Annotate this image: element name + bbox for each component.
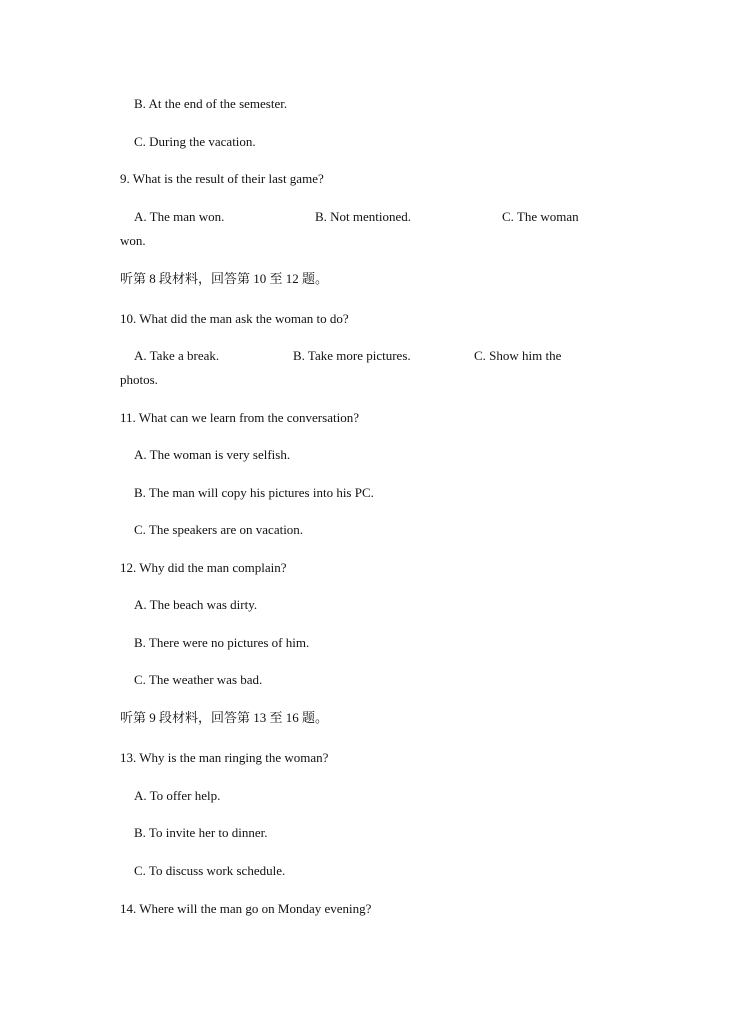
q11-option-b: B. The man will copy his pictures into his PC. [134, 485, 374, 500]
section-heading-8: 听第 8 段材料，回答第 10 至 12 题。 [120, 271, 329, 286]
q12-question: 12. Why did the man complain? [120, 560, 287, 575]
q10-question: 10. What did the man ask the woman to do? [120, 311, 349, 326]
q13-option-c: C. To discuss work schedule. [134, 863, 286, 878]
q14-question: 14. Where will the man go on Monday evening? [120, 901, 372, 916]
q12-option-a: A. The beach was dirty. [134, 597, 258, 612]
q12-option-b: B. There were no pictures of him. [134, 635, 310, 650]
q10-option-c: C. Show him the [474, 348, 562, 363]
q8-option-b: B. At the end of the semester. [134, 96, 288, 111]
q9-question: 9. What is the result of their last game? [120, 171, 324, 186]
q10-option-b: B. Take more pictures. [293, 348, 411, 363]
q8-option-c: C. During the vacation. [134, 134, 256, 149]
q13-option-b: B. To invite her to dinner. [134, 825, 268, 840]
section-heading-9: 听第 9 段材料，回答第 13 至 16 题。 [120, 710, 329, 725]
q11-question: 11. What can we learn from the conversation? [120, 410, 359, 425]
q10-option-c-wrap: photos. [120, 372, 158, 387]
q11-option-a: A. The woman is very selfish. [134, 447, 291, 462]
q9-option-c: C. The woman [502, 209, 579, 224]
q10-option-a: A. Take a break. [134, 348, 220, 363]
q11-option-c: C. The speakers are on vacation. [134, 522, 304, 537]
q13-question: 13. Why is the man ringing the woman? [120, 750, 329, 765]
q9-option-b: B. Not mentioned. [315, 209, 412, 224]
q9-option-a: A. The man won. [134, 209, 225, 224]
q12-option-c: C. The weather was bad. [134, 672, 263, 687]
q9-option-c-wrap: won. [120, 233, 146, 248]
q13-option-a: A. To offer help. [134, 788, 221, 803]
